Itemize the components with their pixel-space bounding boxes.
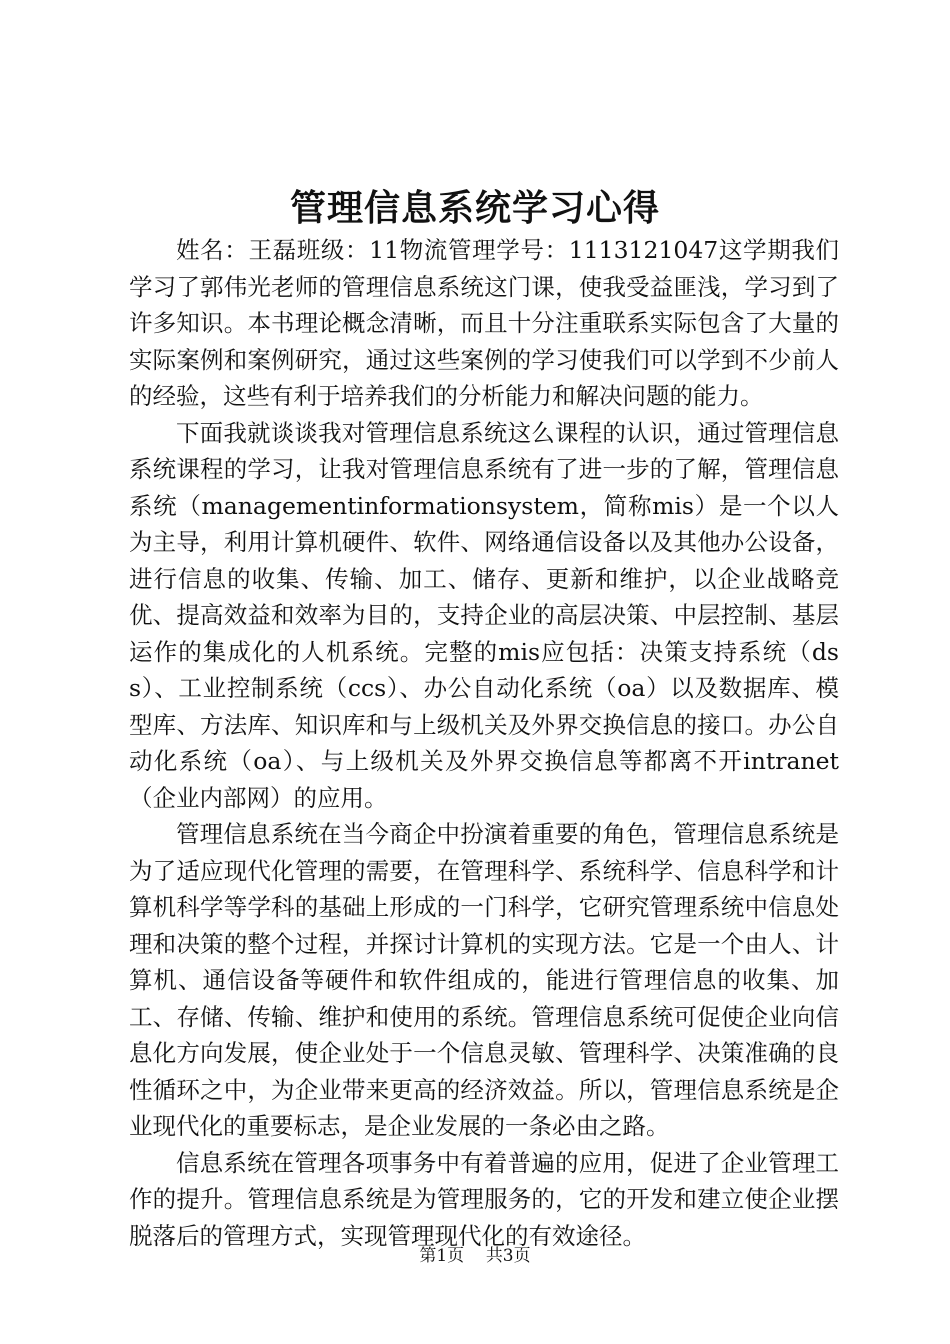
paragraph-3: 管理信息系统在当今商企中扮演着重要的角色，管理信息系统是为了适应现代化管理的需要，在管理科学、系统科学、信息科学和计算机科学等学科的基础上形成的一门科学，它研究管理系统中信息处理和决策的整个过程，并探讨计算机的实现方法。它是一个由人、计算机、通信设备等硬件和软件组成的，能进行管理信息的收集、加工、存储、传输、维护和使用的系统。管理信息系统可促使企业向信息化方向发展，使企业处于一个信息灵敏、管理科学、决策准确的良性循环之中，为企业带来更高的经济效益。所以，管理信息系统是企业现代化的重要标志，是企业发展的一条必由之路。 — [129, 820, 839, 1140]
paragraph-1: 姓名：王磊班级：11物流管理学号：1113121047这学期我们学习了郭伟光老师的管理信息系统这门课，使我受益匪浅，学习到了许多知识。本书理论概念清晰，而且十分注重联系实际包含了大量的实际案例和案例研究，通过这些案例的学习使我们可以学到不少前人的经验，这些有利于培养我们的分析能力和解决问题的能力。 — [129, 236, 839, 410]
document-title: 管理信息系统学习心得 — [289, 187, 660, 229]
total-pages: 共3页 — [485, 1246, 531, 1266]
paragraph-2: 下面我就谈谈我对管理信息系统这么课程的认识，通过管理信息系统课程的学习，让我对管理信息系统有了进一步的了解，管理信息系统（managementinformationsystem，简称mis）是一个以人为主导，利用计算机硬件、软件、网络通信设备以及其他办公设备，进行信息的收集、传输、加工、储存、更新和维护，以企业战略竞优、提高效益和效率为目的，支持企业的高层决策、中层控制、基层运作的集成化的人机系统。完整的mis应包括：决策支持系统（dss）、工业控制系统（ccs）、办公自动化系统（oa）以及数据库、模型库、方法库、知识库和与上级机关及外界交换信息的接口。办公自动化系统（oa）、与上级机关及外界交换信息等都离不开intranet（企业内部网）的应用。 — [129, 418, 839, 812]
document-body — [129, 232, 839, 1254]
page-footer — [0, 1244, 950, 1268]
paragraph-4: 信息系统在管理各项事务中有着普遍的应用，促进了企业管理工作的提升。管理信息系统是为管理服务的，它的开发和建立使企业摆脱落后的管理方式，实现管理现代化的有效途径。 — [129, 1148, 839, 1250]
page-number: 第1页 — [419, 1246, 465, 1266]
